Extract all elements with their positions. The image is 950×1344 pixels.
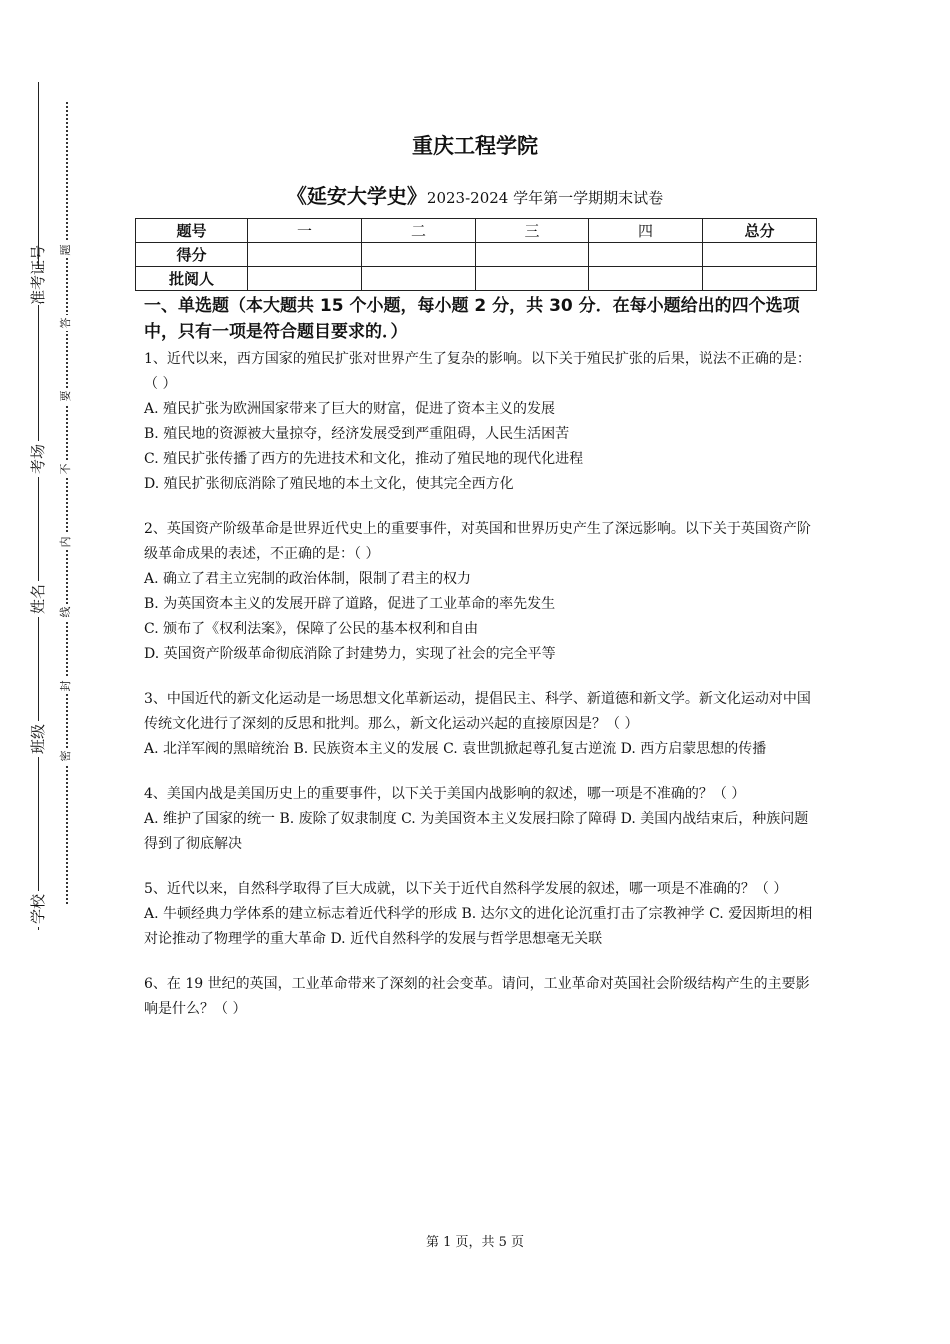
score-cell[interactable]	[248, 243, 362, 267]
page-footer: 第 1 页，共 5 页	[425, 1235, 525, 1250]
school-name: 重庆工程学院	[412, 134, 538, 158]
score-table	[135, 218, 817, 291]
score-table-header-cell: 一	[248, 219, 362, 243]
question-option: D. 殖民扩张彻底消除了殖民地的本土文化，使其完全西方化	[144, 476, 514, 492]
binding-label-name: 姓名	[29, 581, 47, 617]
score-table-header-cell: 二	[362, 219, 476, 243]
score-cell[interactable]	[589, 243, 703, 267]
seal-char: 封	[58, 678, 74, 694]
seal-char: 答	[58, 315, 74, 331]
question-option: C. 殖民扩张传播了西方的先进技术和文化，推动了殖民地的现代化进程	[144, 451, 584, 467]
grader-cell[interactable]	[589, 267, 703, 291]
exam-term: 2023-2024 学年第一学期期末试卷	[426, 189, 664, 207]
question-stem: 4、美国内战是美国历史上的重要事件，以下关于美国内战影响的叙述，哪一项是不准确的？（ ）	[144, 786, 746, 802]
question-option: A. 确立了君主立宪制的政治体制，限制了君主的权力	[144, 571, 472, 587]
question-stem: 1、近代以来，西方国家的殖民扩张对世界产生了复杂的影响。以下关于殖民扩张的后果，说法不正确的是：（ ）	[144, 351, 811, 392]
score-table-row	[136, 267, 817, 291]
question-5	[144, 877, 816, 952]
score-table-row	[136, 243, 817, 267]
question-option: B. 殖民地的资源被大量掠夺，经济发展受到严重阻碍，人民生活困苦	[144, 426, 570, 442]
grader-cell[interactable]	[476, 267, 589, 291]
question-option: A. 殖民扩张为欧洲国家带来了巨大的财富，促进了资本主义的发展	[144, 401, 556, 417]
question-options-inline: A. 维护了国家的统一 B. 废除了奴隶制度 C. 为美国资本主义发展扫除了障碍 D. 美国内战结束后，种族问题得到了彻底解决	[144, 811, 809, 852]
binding-solid-line	[38, 82, 39, 930]
question-2	[144, 517, 816, 667]
seal-char: 不	[58, 461, 74, 477]
score-table-row-label: 得分	[136, 243, 248, 267]
question-option: C. 颁布了《权利法案》，保障了公民的基本权利和自由	[144, 621, 479, 637]
question-stem: 2、英国资产阶级革命是世界近代史上的重要事件，对英国和世界历史产生了深远影响。以下关于英国资产阶级革命成果的表述，不正确的是：（ ）	[144, 521, 811, 562]
exam-title	[0, 180, 950, 209]
score-cell[interactable]	[476, 243, 589, 267]
score-cell[interactable]	[703, 243, 817, 267]
score-table-header-cell: 题号	[136, 219, 248, 243]
question-options-inline: A. 北洋军阀的黑暗统治 B. 民族资本主义的发展 C. 袁世凯掀起尊孔复古逆流 D. 西方启蒙思想的传播	[144, 741, 767, 757]
seal-char: 要	[58, 388, 74, 404]
score-table-header-cell: 总分	[703, 219, 817, 243]
score-table-header-row	[136, 219, 817, 243]
question-option: B. 为英国资本主义的发展开辟了道路，促进了工业革命的率先发生	[144, 596, 556, 612]
question-stem: 6、在 19 世纪的英国，工业革命带来了深刻的社会变革。请问，工业革命对英国社会阶级结构产生的主要影响是什么？（ ）	[144, 976, 810, 1017]
section-title: 一、单选题（本大题共 15 个小题，每小题 2 分，共 30 分．在每小题给出的四个选项中，只有一项是符合题目要求的．）	[144, 296, 800, 342]
question-3	[144, 687, 816, 762]
binding-label-exam-room: 考场	[29, 441, 47, 477]
question-1	[144, 347, 816, 497]
question-6	[144, 972, 816, 1022]
grader-cell[interactable]	[703, 267, 817, 291]
binding-label-class: 班级	[29, 721, 47, 757]
score-table-header-cell: 四	[589, 219, 703, 243]
seal-char: 内	[58, 534, 74, 550]
grader-cell[interactable]	[248, 267, 362, 291]
question-4	[144, 782, 816, 857]
seal-char: 题	[58, 242, 74, 258]
question-stem: 3、中国近代的新文化运动是一场思想文化革新运动，提倡民主、科学、新道德和新文学。新文化运动对中国传统文化进行了深刻的反思和批判。那么，新文化运动兴起的直接原因是？（ ）	[144, 691, 811, 732]
question-stem: 5、近代以来，自然科学取得了巨大成就，以下关于近代自然科学发展的叙述，哪一项是不准确的？（ ）	[144, 881, 788, 897]
question-options-inline: A. 牛顿经典力学体系的建立标志着近代科学的形成 B. 达尔文的进化论沉重打击了宗教神学 C. 爱因斯坦的相对论推动了物理学的重大革命 D. 近代自然科学的发展与哲学思想毫无关联	[144, 906, 813, 947]
grader-cell[interactable]	[362, 267, 476, 291]
seal-char: 线	[58, 604, 74, 620]
binding-label-exam-id: 准考证号	[29, 244, 47, 305]
seal-char: 密	[58, 748, 74, 764]
score-table-row-label: 批阅人	[136, 267, 248, 291]
question-content	[144, 293, 816, 1042]
score-table-header-cell: 三	[476, 219, 589, 243]
question-option: D. 英国资产阶级革命彻底消除了封建势力，实现了社会的完全平等	[144, 646, 556, 662]
binding-label-school: 学校	[29, 891, 47, 927]
course-name: 《延安大学史》	[286, 184, 427, 208]
score-cell[interactable]	[362, 243, 476, 267]
binding-dotted-line	[66, 102, 68, 904]
